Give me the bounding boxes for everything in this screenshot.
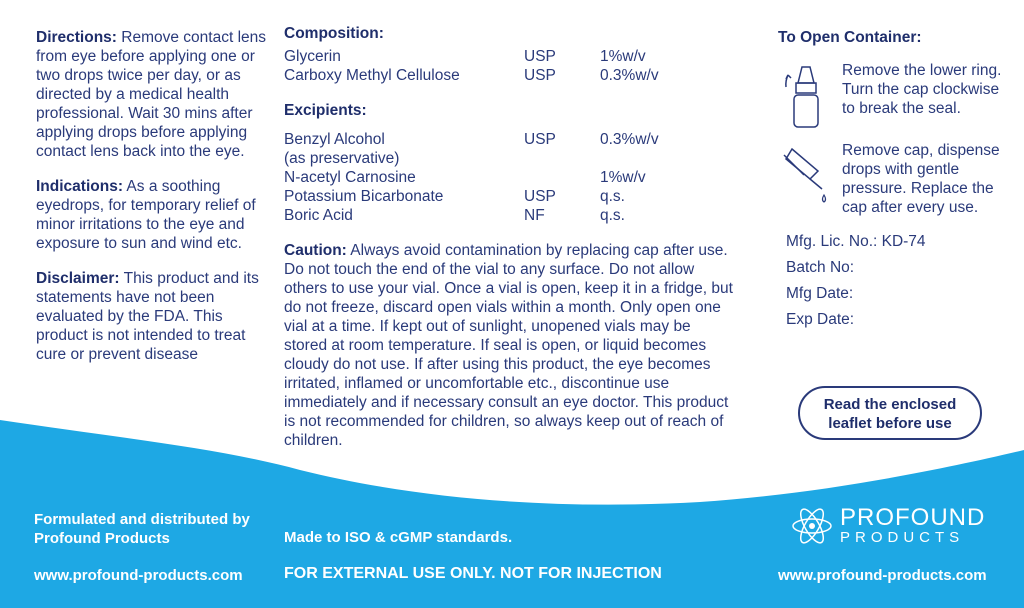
disclaimer-text: Disclaimer: This product and its statements have not been evaluated by the FDA. This product is not intended to treat cure or prevent disease [36, 270, 259, 363]
open-step-1-text: Remove the lower ring. Turn the cap clockwise to break the seal. [842, 62, 1002, 117]
indications-text: Indications: As a soothing eyedrops, for temporary relief of minor irritations to the eye and exposure to sun and wind etc. [36, 178, 256, 252]
iso-standards-text: Made to ISO & cGMP standards. [284, 529, 513, 546]
middle-column [284, 24, 734, 450]
profound-products-logo [790, 504, 985, 548]
exp-date: Exp Date: [786, 311, 855, 328]
logo-line-2: PRODUCTS [840, 529, 965, 546]
open-step-1 [778, 61, 1008, 131]
open-step-2 [778, 141, 1008, 217]
open-step-2-text: Remove cap, dispense drops with gentle pressure. Replace the cap after every use. [842, 142, 1000, 216]
dispense-drop-icon [778, 141, 834, 211]
logo-line-1: PROFOUND [840, 504, 986, 531]
external-use-warning: FOR EXTERNAL USE ONLY. NOT FOR INJECTION [284, 565, 662, 582]
caution-text: Caution: Always avoid contamination by replacing cap after use. Do not touch the end of the vial to any surface. Do not allow others to use your vial. Once a vial is open, keep it in a fridge, but do not freeze, discard open vials within a month. Only open one vial at a time. If kept out of sunlight, unopened vials may be stored at room temperature. If seal is open, or liquid becomes cloudy do not use. If after using this product, the eye becomes irritated, inflamed or uncomfortable etc., discontinue use immediately and if necessary consult an eye doctor. This product is not recommended for children, so always keep out of reach of children. [284, 242, 733, 449]
excipient-row: Potassium Bicarbonate USP q.s. [284, 188, 625, 205]
open-container-title: To Open Container: [778, 29, 922, 46]
excipients-title: Excipients: [284, 102, 367, 119]
excipient-row: N-acetyl Carnosine 1%w/v [284, 169, 646, 186]
dropper-bottle-icon [778, 61, 834, 131]
website-left-link[interactable]: www.profound-products.com [34, 567, 243, 584]
composition-row: Glycerin USP 1%w/v [284, 48, 646, 65]
composition-row: Carboxy Methyl Cellulose USP 0.3%w/v [284, 67, 659, 84]
mfg-date: Mfg Date: [786, 285, 854, 302]
directions-text: Directions: Remove contact lens from eye before applying one or two drops twice per day, or as directed by a medical health professional. Wait 30 mins after applying drops before applying contact lens back into the eye. [36, 29, 267, 160]
formulated-by-text: Formulated and distributed by Profound Products [34, 511, 250, 547]
right-column [778, 28, 1008, 333]
mfg-lic-no: Mfg. Lic. No.: KD-74 [786, 233, 926, 250]
batch-no: Batch No: [786, 259, 855, 276]
batch-info [786, 229, 1008, 333]
excipient-row: (as preservative) [284, 150, 400, 167]
excipient-row: Boric Acid NF q.s. [284, 207, 625, 224]
excipient-row: Benzyl Alcohol USP 0.3%w/v [284, 131, 659, 148]
atom-logo-icon [790, 504, 834, 548]
composition-title: Composition: [284, 25, 384, 42]
website-right-link[interactable]: www.profound-products.com [778, 567, 987, 584]
leaflet-notice-badge: Read the enclosed leaflet before use [798, 386, 982, 440]
left-column [36, 28, 266, 380]
